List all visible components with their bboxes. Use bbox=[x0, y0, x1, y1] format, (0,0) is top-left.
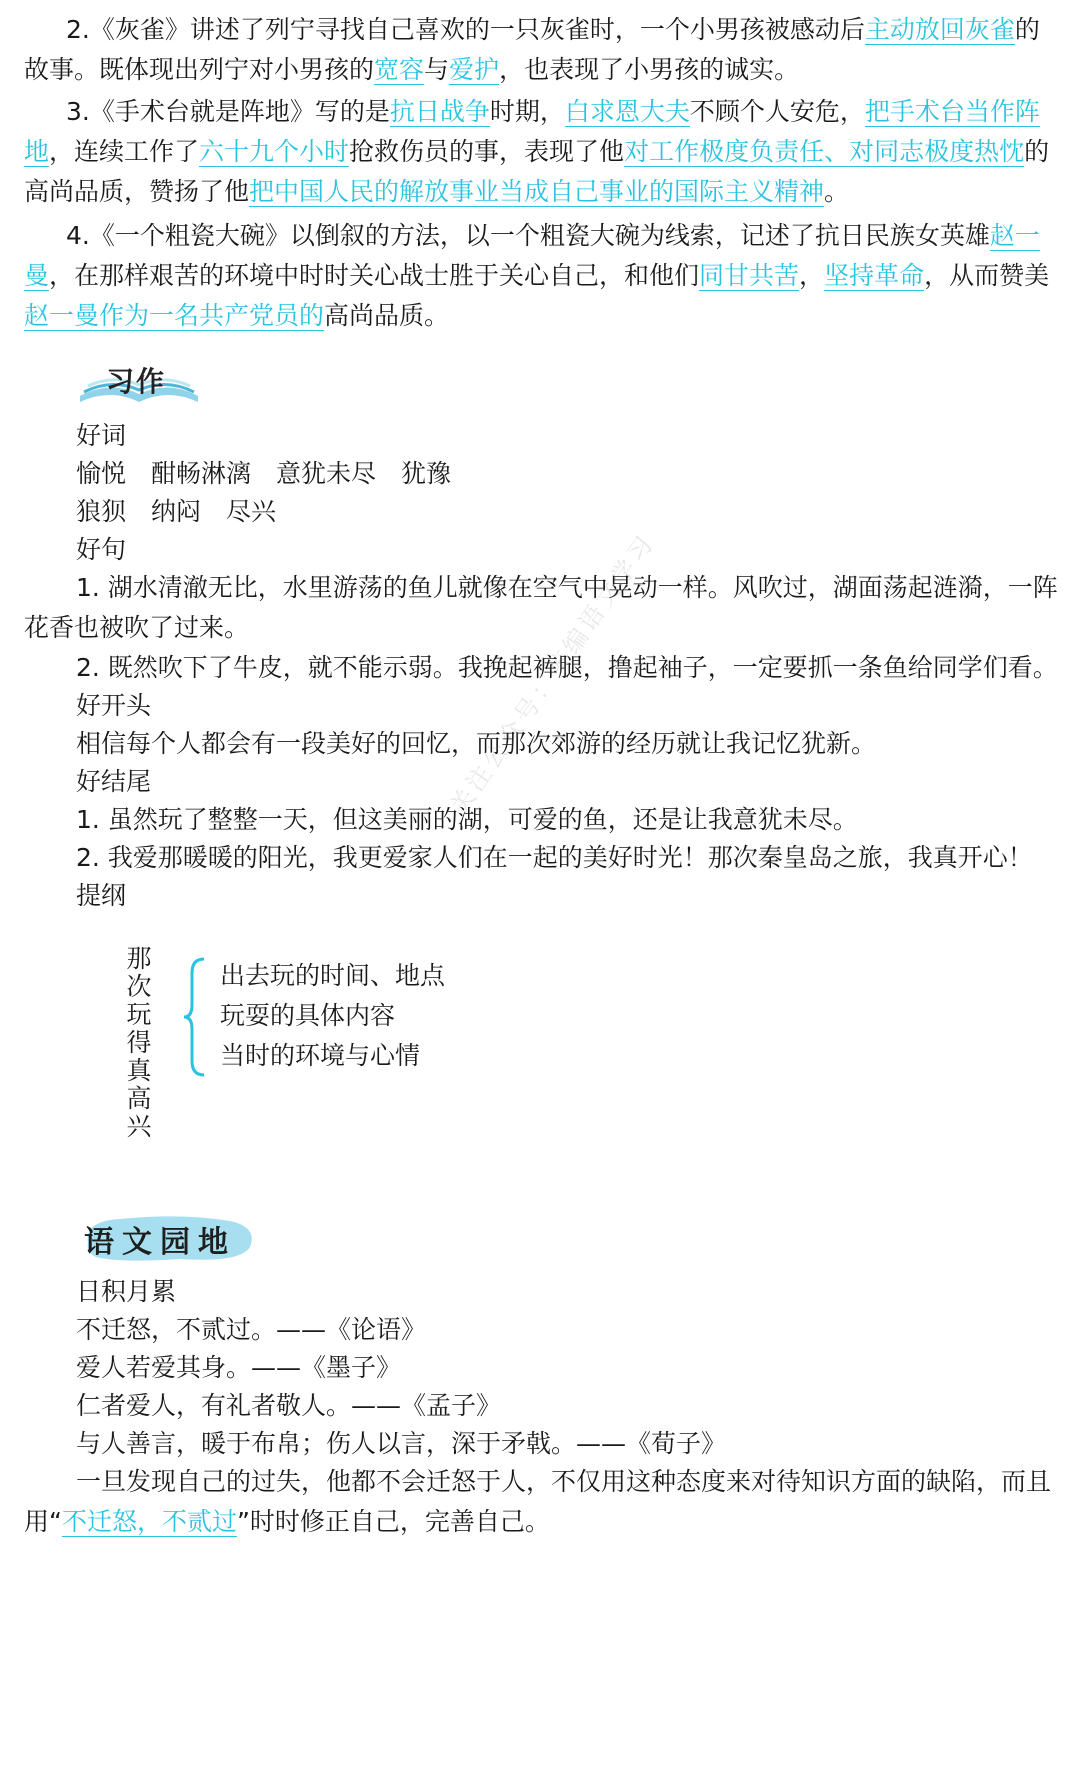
quote: 仁者爱人，有礼者敬人。——《孟子》 bbox=[76, 1391, 502, 1420]
section-title: 语文园地 bbox=[84, 1225, 236, 1260]
text-segment: 与 bbox=[424, 55, 450, 84]
answer-blank: 赵一曼作为一名共产党员的 bbox=[24, 301, 325, 330]
outline-item: 玩耍的具体内容 bbox=[220, 1001, 396, 1030]
text-segment: ，连续工作了 bbox=[49, 137, 200, 166]
good-sentence: 1. 湖水清澈无比，水里游荡的鱼儿就像在空气中晃动一样。风吹过，湖面荡起涟漪，一阵花香也被吹了过来。 bbox=[24, 573, 1058, 642]
text-segment: 3.《手术台就是阵地》写的是 bbox=[66, 97, 390, 126]
answer-blank: 白求恩大夫 bbox=[564, 97, 690, 126]
watermark: 关注公众号：统编语文学习 bbox=[444, 528, 661, 820]
outline-item: 当时的环境与心情 bbox=[220, 1041, 421, 1070]
answer-blank: 不迁怒，不贰过 bbox=[61, 1507, 237, 1536]
good-opening: 相信每个人都会有一段美好的回忆，而那次郊游的经历就让我记忆犹新。 bbox=[76, 729, 877, 758]
good-words-line: 狼狈 纳闷 尽兴 bbox=[76, 497, 277, 526]
text-segment: ”时时修正自己，完善自己。 bbox=[236, 1507, 550, 1536]
good-ending: 2. 我爱那暖暖的阳光，我更爱家人们在一起的美好时光！那次秦皇岛之旅，我真开心！ bbox=[76, 843, 1033, 872]
text-segment: ， bbox=[799, 261, 825, 290]
quote: 爱人若爱其身。——《墨子》 bbox=[76, 1353, 402, 1382]
answer-blank: 对工作极度负责任、对同志极度热忱 bbox=[624, 137, 1025, 166]
summary-paragraph-2 bbox=[24, 10, 1064, 90]
answer-blank: 爱护 bbox=[449, 55, 500, 84]
good-sentences-label: 好句 bbox=[76, 535, 127, 564]
section-title: 习作 bbox=[106, 365, 167, 398]
outline-items bbox=[220, 956, 445, 1076]
text-segment: 的高尚品质，赞扬了他 bbox=[24, 137, 1050, 206]
outline-title-vertical bbox=[122, 945, 156, 1141]
outline-title-char: 次 bbox=[126, 972, 152, 1001]
answer-blank: 六十九个小时 bbox=[199, 137, 350, 166]
text-segment: 高尚品质。 bbox=[324, 301, 450, 330]
text-segment: ，也表现了小男孩的诚实。 bbox=[499, 55, 800, 84]
quote: 不迁怒，不贰过。——《论语》 bbox=[76, 1315, 427, 1344]
quote: 与人善言，暖于布帛；伤人以言，深于矛戟。——《荀子》 bbox=[76, 1429, 727, 1458]
text-segment: 时期， bbox=[489, 97, 565, 126]
good-ending-label: 好结尾 bbox=[76, 767, 152, 796]
good-words-label: 好词 bbox=[76, 421, 127, 450]
text-segment: 2.《灰雀》讲述了列宁寻找自己喜欢的一只灰雀时，一个小男孩被感动后 bbox=[66, 15, 865, 44]
outline-item: 出去玩的时间、地点 bbox=[220, 961, 446, 990]
text-segment: 的故事。既体现出列宁对小男孩的 bbox=[24, 15, 1040, 84]
answer-blank: 主动放回灰雀 bbox=[864, 15, 1015, 44]
answer-blank: 同甘共苦 bbox=[699, 261, 800, 290]
section-badge-writing bbox=[74, 352, 204, 408]
answer-blank: 把手术台当作阵地 bbox=[24, 97, 1040, 166]
outline-title-char: 得 bbox=[126, 1028, 152, 1057]
text-segment: ，在那样艰苦的环境中时时关心战士胜于关心自己，和他们 bbox=[49, 261, 700, 290]
text-segment: 抢救伤员的事，表现了他 bbox=[349, 137, 625, 166]
section-badge-chinese-garden bbox=[80, 1207, 260, 1267]
outline-label: 提纲 bbox=[76, 881, 127, 910]
answer-blank: 赵一曼 bbox=[24, 221, 1040, 290]
outline-title-char: 兴 bbox=[126, 1112, 152, 1141]
answer-blank: 宽容 bbox=[374, 55, 425, 84]
curly-brace-icon bbox=[180, 955, 208, 1079]
good-words-line: 愉悦 酣畅淋漓 意犹未尽 犹豫 bbox=[76, 459, 452, 488]
summary-paragraph-3 bbox=[24, 92, 1064, 212]
outline-title-char: 真 bbox=[126, 1056, 152, 1085]
text-segment: 一旦发现自己的过失，他都不会迁怒于人，不仅用这种态度来对待知识方面的缺陷，而且用“ bbox=[24, 1467, 1052, 1536]
answer-blank: 坚持革命 bbox=[824, 261, 925, 290]
text-segment: 不顾个人安危， bbox=[689, 97, 865, 126]
good-ending: 1. 虽然玩了整整一天，但这美丽的湖，可爱的鱼，还是让我意犹未尽。 bbox=[76, 805, 858, 834]
explanation-paragraph bbox=[24, 1462, 1064, 1542]
answer-blank: 抗日战争 bbox=[389, 97, 490, 126]
accumulate-label: 日积月累 bbox=[76, 1277, 177, 1306]
text-segment: 。 bbox=[824, 177, 850, 206]
outline-title-char: 高 bbox=[126, 1084, 152, 1113]
text-segment: 4.《一个粗瓷大碗》以倒叙的方法，以一个粗瓷大碗为线索，记述了抗日民族女英雄 bbox=[66, 221, 990, 250]
answer-blank: 把中国人民的解放事业当成自己事业的国际主义精神 bbox=[249, 177, 825, 206]
good-opening-label: 好开头 bbox=[76, 691, 152, 720]
good-sentence: 2. 既然吹下了牛皮，就不能示弱。我挽起裤腿，撸起袖子，一定要抓一条鱼给同学们看。 bbox=[76, 653, 1058, 682]
summary-paragraph-4 bbox=[24, 216, 1064, 336]
outline-title-char: 那 bbox=[126, 944, 152, 973]
text-segment: ，从而赞美 bbox=[924, 261, 1050, 290]
outline-title-char: 玩 bbox=[126, 1000, 152, 1029]
